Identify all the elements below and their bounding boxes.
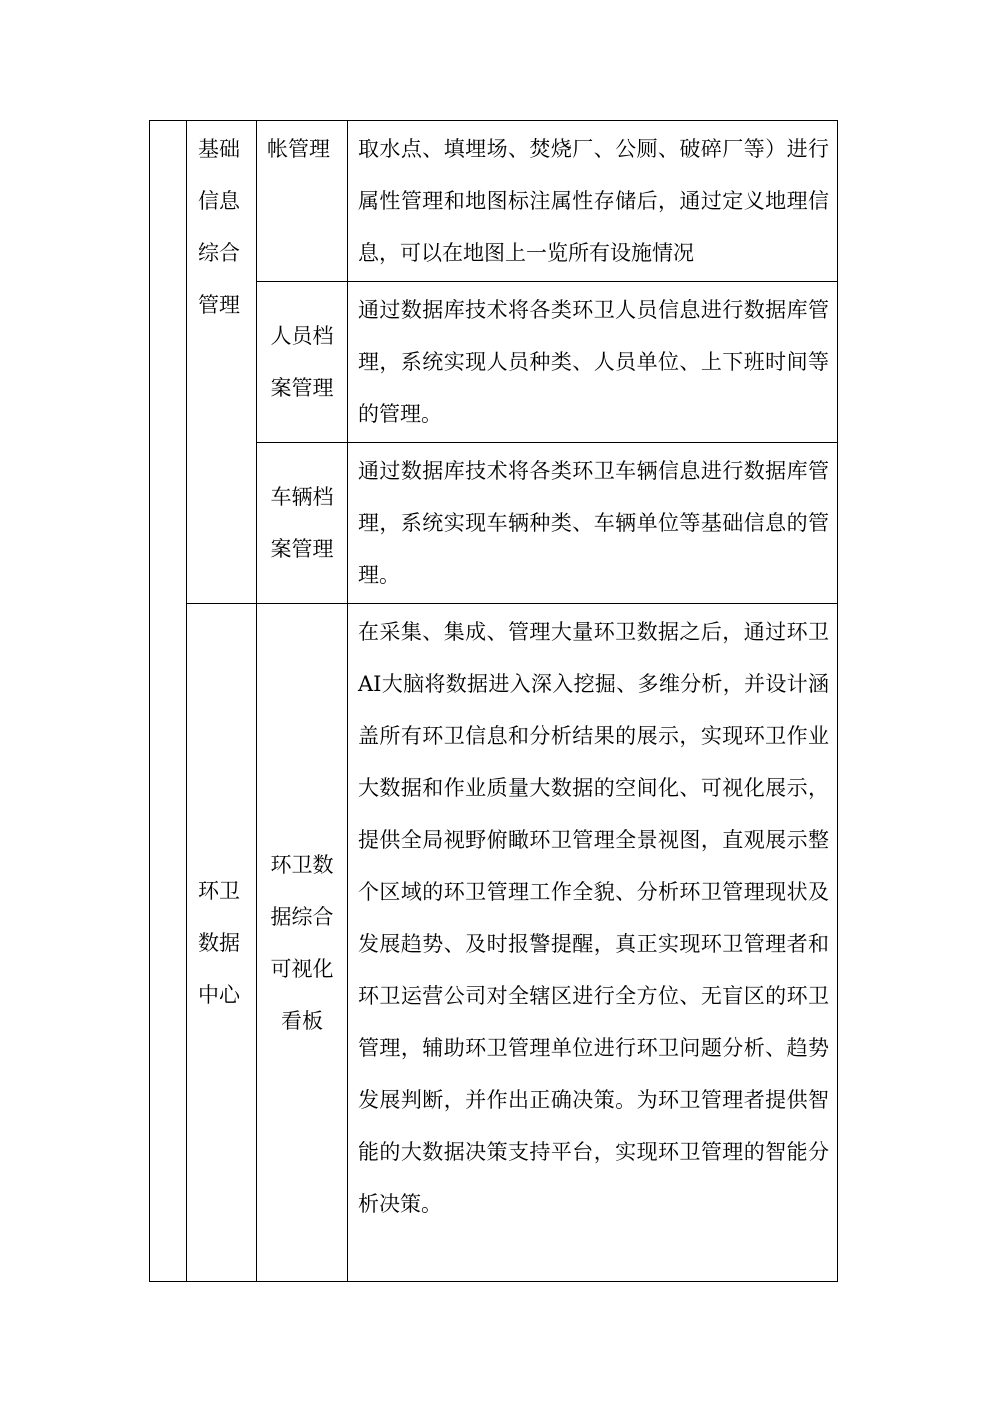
subcategory-label: 人员档案管理 bbox=[270, 324, 334, 400]
description-cell bbox=[348, 443, 838, 604]
description-cell bbox=[348, 121, 838, 282]
category-label: 基础信息综合管理 bbox=[198, 137, 240, 317]
blank-left-cell bbox=[150, 121, 187, 1282]
subcategory-label: 帐管理 bbox=[267, 137, 330, 161]
description-text: 通过数据库技术将各类环卫人员信息进行数据库管理，系统实现人员种类、人员单位、上下班时间等的管理。 bbox=[358, 298, 829, 426]
description-cell bbox=[348, 604, 838, 1282]
category-cell bbox=[187, 121, 257, 604]
subcategory-cell bbox=[257, 121, 348, 282]
subcategory-label: 环卫数据综合可视化看板 bbox=[270, 852, 334, 1033]
table-row bbox=[150, 121, 838, 282]
description-text: 在采集、集成、管理大量环卫数据之后，通过环卫AI大脑将数据进入深入挖掘、多维分析，并设计涵盖所有环卫信息和分析结果的展示，实现环卫作业大数据和作业质量大数据的空间化、可视化展示，提供全局视野俯瞰环卫管理全景视图，直观展示整个区域的环卫管理工作全貌、分析环卫管理现状及发展趋势、及时报警提醒，真正实现环卫管理者和环卫运营公司对全辖区进行全方位、无盲区的环卫管理，辅助环卫管理单位进行环卫问题分析、趋势发展判断，并作出正确决策。为环卫管理者提供智能的大数据决策支持平台，实现环卫管理的智能分析决策。 bbox=[358, 620, 829, 1216]
category-cell bbox=[187, 604, 257, 1282]
subcategory-cell bbox=[257, 282, 348, 443]
table-row bbox=[150, 604, 838, 1282]
category-label: 环卫数据中心 bbox=[198, 878, 240, 1007]
description-text: 取水点、填埋场、焚烧厂、公厕、破碎厂等）进行属性管理和地图标注属性存储后，通过定义地理信息，可以在地图上一览所有设施情况 bbox=[358, 137, 829, 265]
subcategory-cell bbox=[257, 443, 348, 604]
subcategory-label: 车辆档案管理 bbox=[270, 485, 334, 561]
spec-table bbox=[149, 120, 838, 1282]
description-text: 通过数据库技术将各类环卫车辆信息进行数据库管理，系统实现车辆种类、车辆单位等基础信息的管理。 bbox=[358, 459, 829, 587]
subcategory-cell bbox=[257, 604, 348, 1282]
description-cell bbox=[348, 282, 838, 443]
